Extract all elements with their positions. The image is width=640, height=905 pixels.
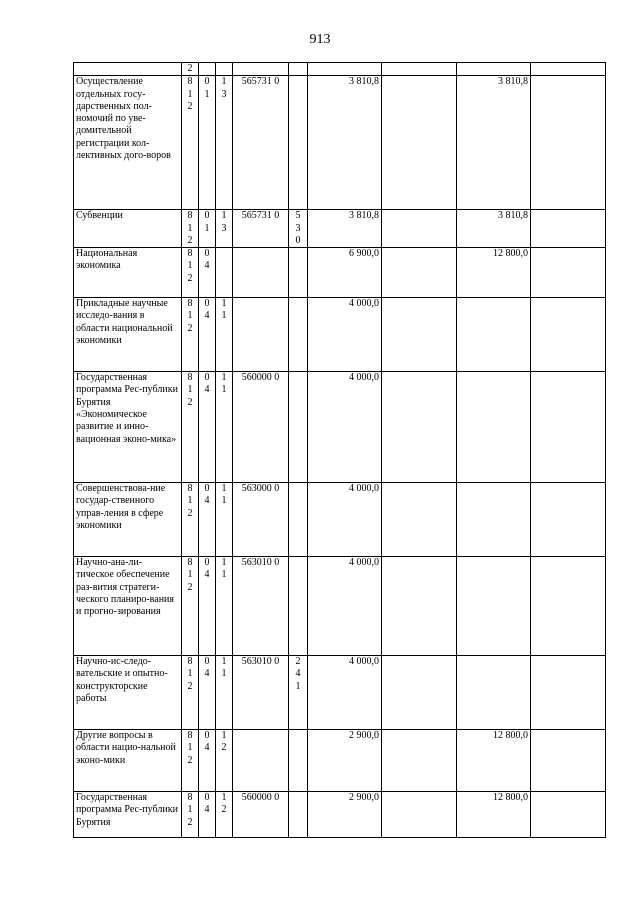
code-digit: 2 xyxy=(187,100,193,112)
code-digit: 1 xyxy=(187,222,193,234)
empty-cell xyxy=(531,483,606,557)
amount-cell-2 xyxy=(457,483,531,557)
code-digit: 2 xyxy=(295,656,301,668)
item-name-cell: Государственная программа Рес-публики Бурятия xyxy=(74,792,182,838)
empty-cell xyxy=(531,210,606,248)
code-digit: 3 xyxy=(221,88,227,100)
target-article-cell: 560000 0 xyxy=(233,792,289,838)
empty-cell xyxy=(382,248,457,298)
table-row xyxy=(74,656,606,730)
code-digit: 8 xyxy=(187,483,193,495)
expense-type-cell xyxy=(289,656,308,730)
code-digit: 8 xyxy=(187,557,193,569)
code-digit: 8 xyxy=(187,298,193,310)
code-digit: 4 xyxy=(204,804,210,816)
empty-cell xyxy=(382,76,457,210)
item-name-cell: Субвенции xyxy=(74,210,182,248)
code-digit: 0 xyxy=(204,483,210,495)
empty-cell xyxy=(531,298,606,372)
code-digit: 4 xyxy=(204,668,210,680)
amount-cell-2: 12 800,0 xyxy=(457,730,531,792)
code-digit: 1 xyxy=(221,495,227,507)
expense-type-cell xyxy=(289,76,308,210)
code-digit: 2 xyxy=(221,804,227,816)
code-digit: 1 xyxy=(221,76,227,88)
code-digit: 0 xyxy=(204,792,210,804)
budget-table-body xyxy=(74,63,606,838)
section-code-cell xyxy=(199,792,216,838)
table-row xyxy=(74,210,606,248)
table-row xyxy=(74,76,606,210)
item-name-cell: Научно-ис-следо-вательские и опытно-конструкторские работы xyxy=(74,656,182,730)
code-digit: 2 xyxy=(187,272,193,284)
subsection-code-cell xyxy=(216,248,233,298)
code-digit: 2 xyxy=(187,322,193,334)
code-digit: 1 xyxy=(221,792,227,804)
target-article-cell: 563010 0 xyxy=(233,656,289,730)
amount-cell-1: 4 000,0 xyxy=(308,483,382,557)
code-digit: 2 xyxy=(187,680,193,692)
code-digit: 2 xyxy=(221,742,227,754)
code-digit: 3 xyxy=(221,222,227,234)
amount-cell-1: 6 900,0 xyxy=(308,248,382,298)
code-digit: 1 xyxy=(187,495,193,507)
subsection-code-cell xyxy=(216,210,233,248)
expense-type-cell xyxy=(289,248,308,298)
empty-cell xyxy=(531,372,606,483)
code-digit: 2 xyxy=(187,507,193,519)
ministry-code-cell xyxy=(182,730,199,792)
empty-cell xyxy=(531,63,606,76)
expense-type-cell xyxy=(289,730,308,792)
table-row xyxy=(74,63,606,76)
code-digit: 0 xyxy=(204,372,210,384)
code-digit: 4 xyxy=(204,742,210,754)
table-row xyxy=(74,792,606,838)
code-digit: 1 xyxy=(204,88,210,100)
code-digit: 0 xyxy=(204,76,210,88)
ministry-code-cell xyxy=(182,557,199,656)
amount-cell-1: 3 810,8 xyxy=(308,76,382,210)
subsection-code-cell xyxy=(216,656,233,730)
empty-cell xyxy=(382,557,457,656)
code-digit: 0 xyxy=(204,298,210,310)
target-article-cell xyxy=(233,248,289,298)
empty-cell xyxy=(531,76,606,210)
subsection-code-cell xyxy=(216,63,233,76)
code-digit: 1 xyxy=(221,210,227,222)
code-digit: 1 xyxy=(221,569,227,581)
section-code-cell xyxy=(199,730,216,792)
code-digit: 0 xyxy=(204,210,210,222)
code-digit: 8 xyxy=(187,730,193,742)
code-digit: 2 xyxy=(187,234,193,246)
code-digit: 5 xyxy=(295,210,301,222)
code-digit: 1 xyxy=(221,656,227,668)
code-digit: 1 xyxy=(204,222,210,234)
code-digit: 1 xyxy=(221,384,227,396)
item-name-cell xyxy=(74,63,182,76)
item-name-cell: Другие вопросы в области нацио-нальной эконо-мики xyxy=(74,730,182,792)
amount-cell-2: 12 800,0 xyxy=(457,248,531,298)
code-digit: 1 xyxy=(221,483,227,495)
table-row xyxy=(74,483,606,557)
amount-cell-1: 4 000,0 xyxy=(308,656,382,730)
amount-cell-2 xyxy=(457,557,531,656)
empty-cell xyxy=(382,210,457,248)
code-digit: 8 xyxy=(187,248,193,260)
section-code-cell xyxy=(199,298,216,372)
expense-type-cell xyxy=(289,298,308,372)
target-article-cell xyxy=(233,298,289,372)
code-digit: 1 xyxy=(187,310,193,322)
subsection-code-cell xyxy=(216,792,233,838)
code-digit: 1 xyxy=(295,680,301,692)
code-digit: 2 xyxy=(187,816,193,828)
code-digit: 8 xyxy=(187,372,193,384)
code-digit: 1 xyxy=(187,668,193,680)
code-digit: 1 xyxy=(187,88,193,100)
code-digit: 0 xyxy=(204,557,210,569)
ministry-code-cell xyxy=(182,372,199,483)
subsection-code-cell xyxy=(216,557,233,656)
amount-cell-1: 3 810,8 xyxy=(308,210,382,248)
amount-cell-1: 4 000,0 xyxy=(308,372,382,483)
ministry-code-cell xyxy=(182,210,199,248)
item-name-cell: Совершенствова-ние государ-ственного управ-ления в сфере экономики xyxy=(74,483,182,557)
page-number: 913 xyxy=(309,32,331,47)
amount-cell-1: 4 000,0 xyxy=(308,298,382,372)
amount-cell-2 xyxy=(457,63,531,76)
code-digit: 8 xyxy=(187,792,193,804)
item-name-cell: Прикладные научные исследо-вания в области национальной экономики xyxy=(74,298,182,372)
ministry-code-cell xyxy=(182,483,199,557)
target-article-cell xyxy=(233,730,289,792)
code-digit: 1 xyxy=(187,260,193,272)
amount-cell-1: 2 900,0 xyxy=(308,792,382,838)
code-digit: 0 xyxy=(204,656,210,668)
code-digit: 2 xyxy=(187,63,193,74)
code-digit: 3 xyxy=(295,222,301,234)
empty-cell xyxy=(382,483,457,557)
subsection-code-cell xyxy=(216,76,233,210)
expense-type-cell xyxy=(289,63,308,76)
empty-cell xyxy=(531,656,606,730)
ministry-code-cell xyxy=(182,792,199,838)
code-digit: 1 xyxy=(187,742,193,754)
table-row xyxy=(74,248,606,298)
subsection-code-cell xyxy=(216,483,233,557)
expense-type-cell xyxy=(289,483,308,557)
empty-cell xyxy=(531,792,606,838)
amount-cell-2 xyxy=(457,372,531,483)
expense-type-cell xyxy=(289,557,308,656)
target-article-cell: 563010 0 xyxy=(233,557,289,656)
subsection-code-cell xyxy=(216,298,233,372)
amount-cell-1: 2 900,0 xyxy=(308,730,382,792)
section-code-cell xyxy=(199,76,216,210)
subsection-code-cell xyxy=(216,730,233,792)
code-digit: 0 xyxy=(204,730,210,742)
table-row xyxy=(74,557,606,656)
target-article-cell: 565731 0 xyxy=(233,210,289,248)
table-row xyxy=(74,372,606,483)
item-name-cell: Научно-ана-ли-тическое обеспечение раз-вития стратеги-ческого планиро-вания и прогно-зирования xyxy=(74,557,182,656)
code-digit: 8 xyxy=(187,76,193,88)
empty-cell xyxy=(382,792,457,838)
code-digit: 0 xyxy=(295,234,301,246)
ministry-code-cell xyxy=(182,248,199,298)
amount-cell-2 xyxy=(457,298,531,372)
amount-cell-2 xyxy=(457,656,531,730)
amount-cell-1 xyxy=(308,63,382,76)
code-digit: 2 xyxy=(187,581,193,593)
ministry-code-cell xyxy=(182,656,199,730)
code-digit: 2 xyxy=(187,754,193,766)
code-digit: 8 xyxy=(187,656,193,668)
code-digit: 1 xyxy=(221,372,227,384)
amount-cell-2: 12 800,0 xyxy=(457,792,531,838)
code-digit: 4 xyxy=(204,569,210,581)
code-digit: 4 xyxy=(204,260,210,272)
empty-cell xyxy=(531,730,606,792)
subsection-code-cell xyxy=(216,372,233,483)
item-name-cell: Осуществление отдельных госу-дарственных пол-номочий по уве-домительной регистрации кол-лективных дого-воров xyxy=(74,76,182,210)
section-code-cell xyxy=(199,248,216,298)
table-row xyxy=(74,298,606,372)
code-digit: 1 xyxy=(221,668,227,680)
code-digit: 1 xyxy=(187,569,193,581)
target-article-cell xyxy=(233,63,289,76)
item-name-cell: Национальная экономика xyxy=(74,248,182,298)
ministry-code-cell xyxy=(182,76,199,210)
code-digit: 1 xyxy=(187,804,193,816)
code-digit: 1 xyxy=(221,298,227,310)
empty-cell xyxy=(382,298,457,372)
code-digit: 8 xyxy=(187,210,193,222)
table-row xyxy=(74,730,606,792)
section-code-cell xyxy=(199,63,216,76)
section-code-cell xyxy=(199,656,216,730)
code-digit: 4 xyxy=(204,495,210,507)
empty-cell xyxy=(531,557,606,656)
section-code-cell xyxy=(199,483,216,557)
item-name-cell: Государственная программа Рес-публики Бурятия «Экономическое развитие и инно-вационная эконо-мика» xyxy=(74,372,182,483)
target-article-cell: 565731 0 xyxy=(233,76,289,210)
section-code-cell xyxy=(199,372,216,483)
expense-type-cell xyxy=(289,792,308,838)
empty-cell xyxy=(382,63,457,76)
section-code-cell xyxy=(199,557,216,656)
budget-table xyxy=(73,62,606,838)
code-digit: 4 xyxy=(204,384,210,396)
expense-type-cell xyxy=(289,372,308,483)
target-article-cell: 560000 0 xyxy=(233,372,289,483)
code-digit: 1 xyxy=(221,730,227,742)
code-digit: 4 xyxy=(295,668,301,680)
code-digit: 1 xyxy=(221,557,227,569)
ministry-code-cell xyxy=(182,298,199,372)
empty-cell xyxy=(382,730,457,792)
section-code-cell xyxy=(199,210,216,248)
code-digit: 0 xyxy=(204,248,210,260)
amount-cell-1: 4 000,0 xyxy=(308,557,382,656)
expense-type-cell xyxy=(289,210,308,248)
empty-cell xyxy=(382,372,457,483)
amount-cell-2: 3 810,8 xyxy=(457,210,531,248)
code-digit: 2 xyxy=(187,396,193,408)
amount-cell-2: 3 810,8 xyxy=(457,76,531,210)
empty-cell xyxy=(531,248,606,298)
empty-cell xyxy=(382,656,457,730)
code-digit: 1 xyxy=(187,384,193,396)
code-digit: 1 xyxy=(221,310,227,322)
target-article-cell: 563000 0 xyxy=(233,483,289,557)
ministry-code-cell xyxy=(182,63,199,76)
code-digit: 4 xyxy=(204,310,210,322)
